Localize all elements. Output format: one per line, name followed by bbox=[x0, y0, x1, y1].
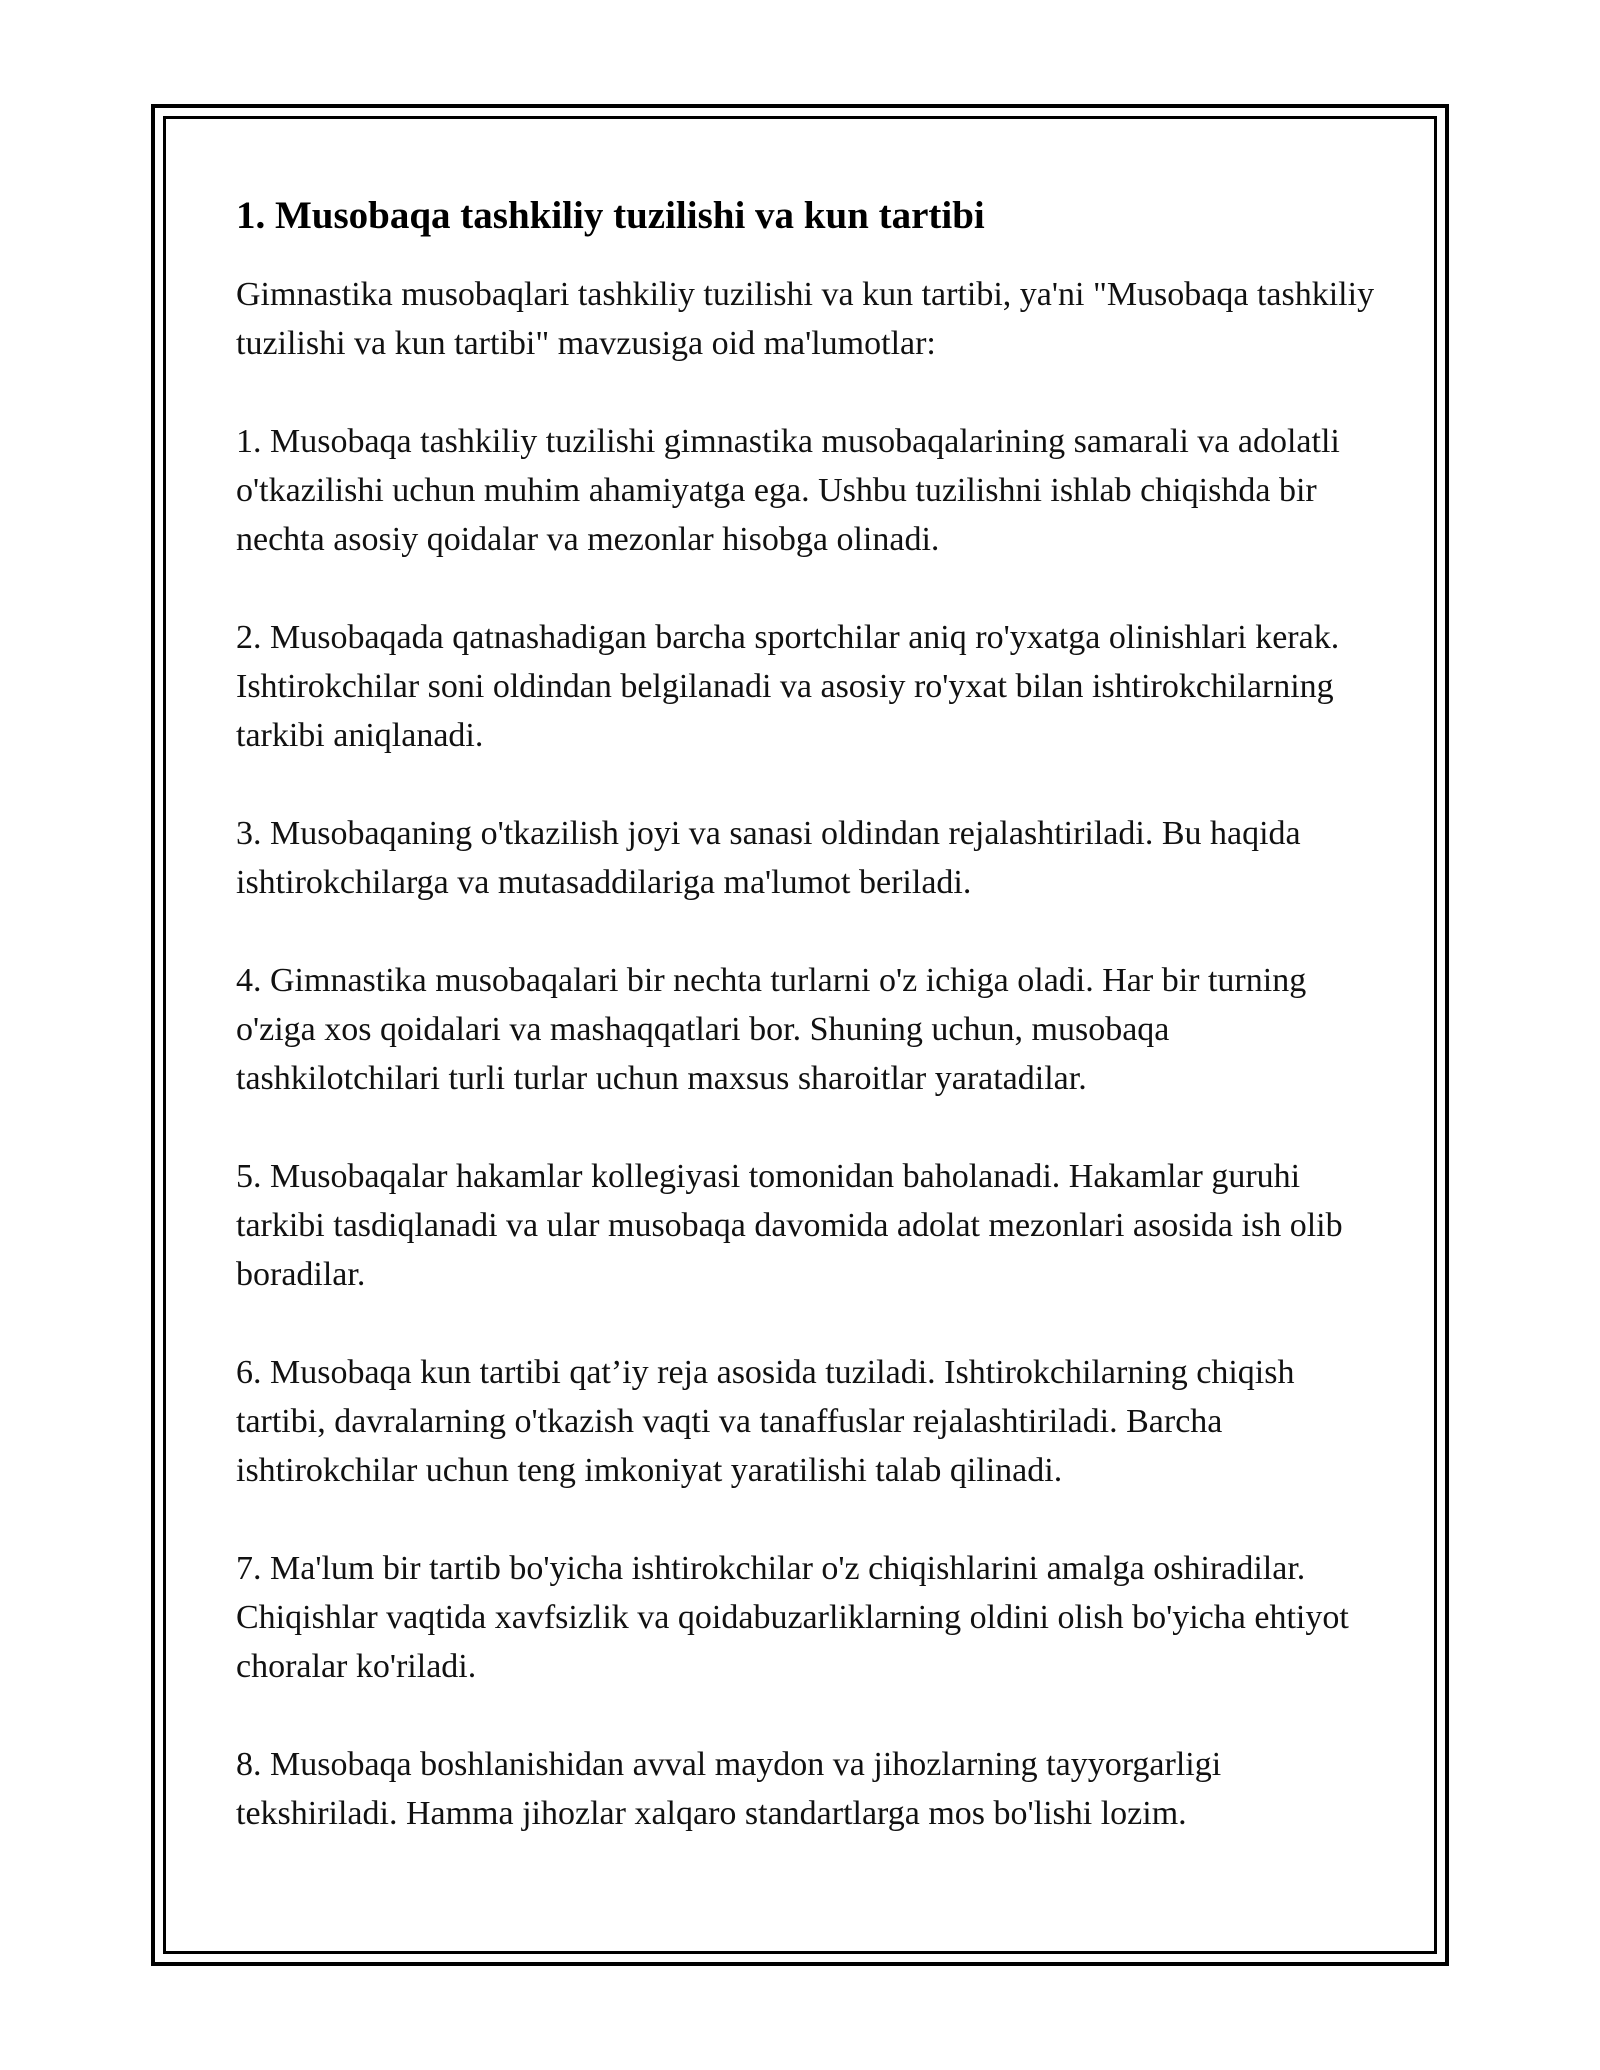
paragraph-3: 3. Musobaqaning o'tkazilish joyi va sanasi oldindan rejalashtiriladi. Bu haqida ishtirokchilarga va mutasaddilariga ma'lumot beriladi. bbox=[236, 815, 1301, 901]
paragraph-5: 5. Musobaqalar hakamlar kollegiyasi tomonidan baholanadi. Hakamlar guruhi tarkibi tasdiqlanadi va ular musobaqa davomida adolat mezonlari asosida ish olib boradilar. bbox=[236, 1158, 1343, 1293]
paragraph-6: 6. Musobaqa kun tartibi qat’iy reja asosida tuziladi. Ishtirokchilarning chiqish tartibi, davralarning o'tkazish vaqti va tanaffuslar rejalashtiriladi. Barcha ishtirokchilar uchun teng imkoniyat yaratilishi talab qilinadi. bbox=[236, 1354, 1295, 1489]
paragraph-8: 8. Musobaqa boshlanishidan avval maydon va jihozlarning tayyorgarligi tekshiriladi. Hamma jihozlar xalqaro standartlarga mos bo'lishi lozim. bbox=[236, 1746, 1222, 1832]
paragraph-2: 2. Musobaqada qatnashadigan barcha sportchilar aniq ro'yxatga olinishlari kerak. Ishtirokchilar soni oldindan belgilanadi va asosiy ro'yxat bilan ishtirokchilarning tarkibi aniqlanadi. bbox=[236, 619, 1340, 754]
document-body bbox=[236, 190, 1376, 1887]
intro-paragraph: Gimnastika musobaqlari tashkiliy tuzilishi va kun tartibi, ya'ni "Musobaqa tashkiliy tuzilishi va kun tartibi" mavzusiga oid ma'lumotlar: bbox=[236, 276, 1375, 362]
paragraph-7: 7. Ma'lum bir tartib bo'yicha ishtirokchilar o'z chiqishlarini amalga oshiradilar. Chiqishlar vaqtida xavfsizlik va qoidabuzarliklarning oldini olish bo'yicha ehtiyot choralar ko'riladi. bbox=[236, 1550, 1349, 1685]
paragraph-4: 4. Gimnastika musobaqalari bir nechta turlarni o'z ichiga oladi. Har bir turning o'ziga xos qoidalari va mashaqqatlari bor. Shuning uchun, musobaqa tashkilotchilari turli turlar uchun maxsus sharoitlar yaratadilar. bbox=[236, 962, 1307, 1097]
document-title: 1. Musobaqa tashkiliy tuzilishi va kun tartibi bbox=[236, 194, 985, 237]
paragraph-1: 1. Musobaqa tashkiliy tuzilishi gimnastika musobaqalarining samarali va adolatli o'tkazilishi uchun muhim ahamiyatga ega. Ushbu tuzilishni ishlab chiqishda bir nechta asosiy qoidalar va mezonlar hisobga olinadi. bbox=[236, 423, 1340, 558]
